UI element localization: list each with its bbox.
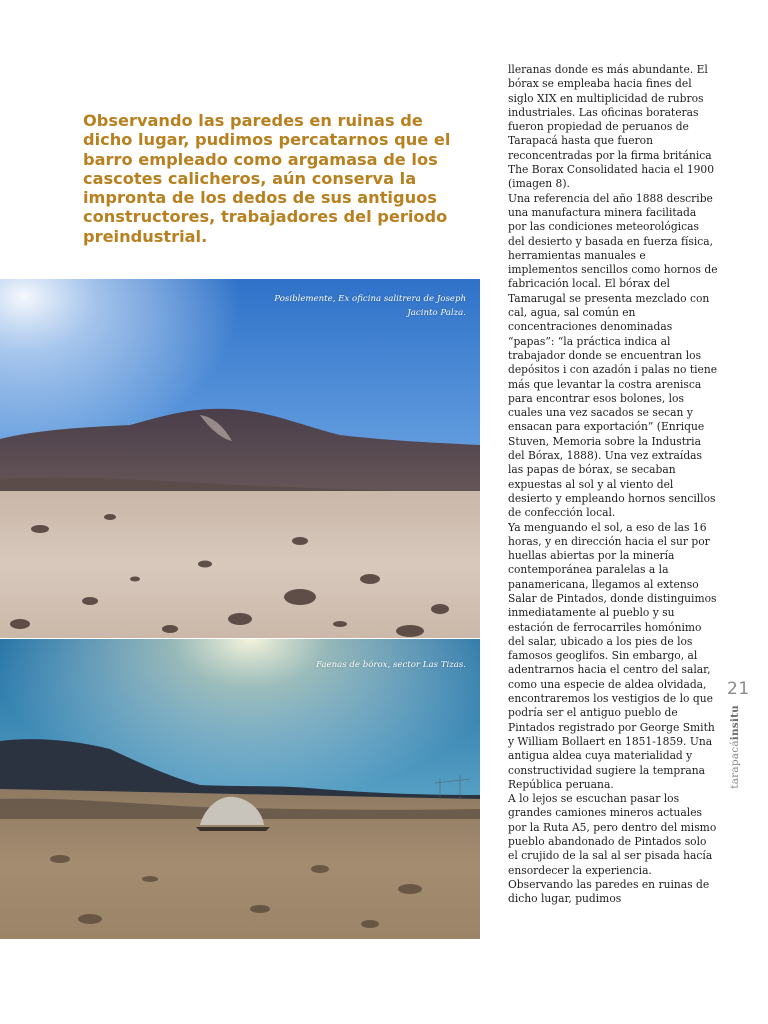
- body-paragraph: Ya menguando el sol, a eso de las 16 horas, y en dirección hacia el sur por huellas abiertas por la minería contemporánea paralelas a la panamericana, llegamos al extenso Salar de Pintados, donde distinguimos inmediatamente al pueblo y su estación de ferrocarriles homónimo del salar, ubicado a los pies de los famosos geoglifos. Sin embargo, al adentrarnos hacia el centro del salar, como una especie de aldea olvidada, encontraremos los vestigios de lo que podría ser el antiguo pueblo de Pintados registrado por George Smith y William Bollaert en 1851-1859. Una antigua aldea cuya materialidad y constructividad sugiere la temprana República peruana.: [508, 520, 717, 791]
- photo-caption-line: Jacinto Palza.: [407, 307, 466, 318]
- brand-part-bold: insitu: [729, 705, 741, 741]
- body-paragraph: lleranas donde es más abundante. El bórax se empleaba hacia fines del siglo XIX en multiplicidad de rubros industriales. Las oficinas borateras fueron propiedad de peruanos de Tarapacá hasta que fueron reconcentradas por la firma británica The Borax Consolidated hacia el 1900 (imagen 8).: [508, 63, 715, 191]
- brand-part: tarapacá: [729, 740, 741, 789]
- desert-landscape-image: [0, 279, 480, 638]
- photo-ex-oficina-salitrera: [0, 279, 480, 638]
- photo-caption-line: Faenas de bórox, sector Las Tizas.: [316, 660, 466, 670]
- magazine-brand: [729, 705, 741, 789]
- pull-quote: Observando las paredes en ruinas de dicho lugar, pudimos percatarnos que el barro empleado como argamasa de los cascotes calicheros, aún conserva la impronta de los dedos de sus antiguos constructores, trabajadores del periodo preindustrial.: [83, 111, 451, 246]
- body-text-column: [508, 63, 718, 907]
- photo-caption-line: Posiblemente, Ex oficina salitrera de Joseph: [274, 294, 466, 304]
- body-paragraph: Una referencia del año 1888 describe una manufactura minera facilitada por las condiciones meteorológicas del desierto y basada en fuerza física, herramientas manuales e implementos sencillos como hornos de fabricación local. El bórax del Tamarugal se presenta mezclado con cal, agua, sal común en concentraciones denominadas “papas”: “la práctica indica al trabajador donde se encuentran los depósitos i con azadón i palas no tiene más que levantar la costra arenisca para encontrar esos bolones, los cuales una vez sacados se secan y ensacan para exportación” (Enrique Stuven, Memoria sobre la Industria del Bórax, 1888). Una vez extraídas las papas de bórax, se secaban expuestas al sol y al viento del desierto y empleando hornos sencillos de confección local.: [508, 191, 718, 520]
- body-paragraph: A lo lejos se escuchan pasar los grandes camiones mineros actuales por la Ruta A5, pero dentro del mismo pueblo abandonado de Pintados solo el crujido de la sal al ser pisada hacía ensordecer la experiencia. Observando las paredes en ruinas de dicho lugar, pudimos: [508, 792, 717, 906]
- photo-caption: [226, 659, 466, 673]
- photo-faenas-borox: [0, 639, 480, 939]
- borax-site-image: [0, 639, 480, 939]
- photo-caption: [226, 293, 466, 320]
- page-number: 21: [727, 679, 750, 699]
